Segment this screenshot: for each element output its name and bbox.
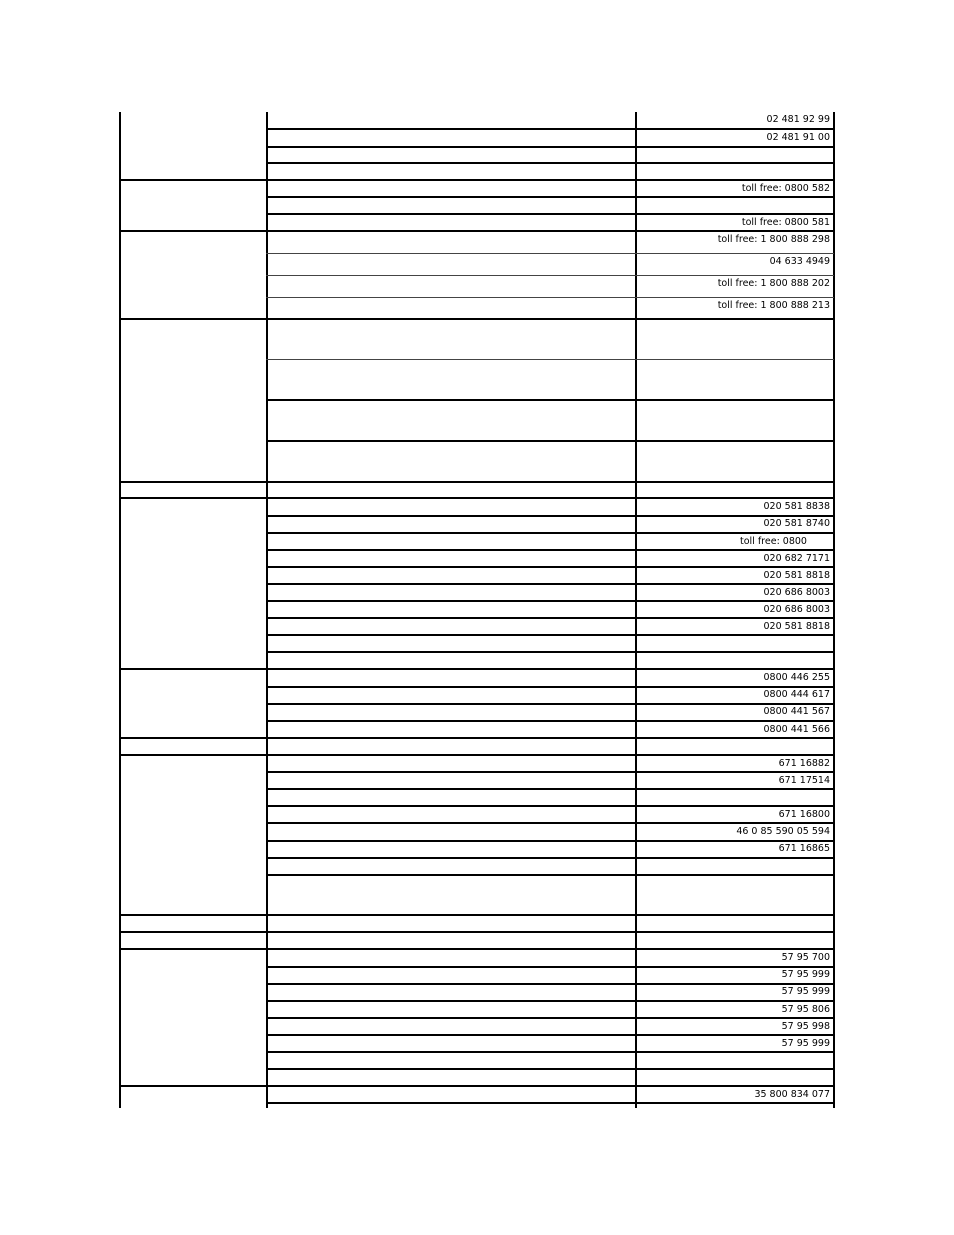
group-divider bbox=[119, 914, 834, 916]
row-divider bbox=[266, 771, 834, 773]
group-divider bbox=[119, 668, 834, 670]
phone-number-cell: 671 16882 bbox=[778, 758, 830, 769]
row-divider bbox=[266, 1000, 834, 1002]
row-divider bbox=[266, 213, 834, 215]
row-divider bbox=[266, 1051, 834, 1053]
phone-number-cell: 0800 444 617 bbox=[763, 689, 830, 700]
phone-number-cell: 57 95 998 bbox=[781, 1021, 830, 1032]
phone-number-cell: 020 581 8740 bbox=[763, 518, 830, 529]
phone-number-cell: toll free: 0800 581 bbox=[741, 217, 830, 228]
row-divider bbox=[266, 1068, 834, 1070]
row-divider bbox=[266, 146, 834, 148]
phone-number-cell: toll free: 0800 582 bbox=[741, 183, 830, 194]
row-divider bbox=[266, 805, 834, 807]
phone-number-cell: 57 95 999 bbox=[781, 986, 830, 997]
group-divider bbox=[119, 318, 834, 320]
row-divider bbox=[266, 966, 834, 968]
row-divider bbox=[266, 617, 834, 619]
row-divider bbox=[266, 583, 834, 585]
phone-number-cell: 35 800 834 077 bbox=[754, 1089, 830, 1100]
phone-number-cell: 0800 441 566 bbox=[763, 724, 830, 735]
row-divider bbox=[266, 359, 834, 360]
column-border-right bbox=[833, 112, 835, 1108]
group-divider bbox=[119, 948, 834, 950]
row-divider bbox=[266, 874, 834, 876]
row-divider bbox=[266, 840, 834, 842]
phone-number-cell: 020 682 7171 bbox=[763, 553, 830, 564]
row-divider bbox=[266, 532, 834, 534]
phone-number-cell: 020 686 8003 bbox=[763, 587, 830, 598]
row-divider bbox=[266, 399, 834, 401]
phone-number-cell: 671 17514 bbox=[778, 775, 830, 786]
phone-number-cell: 04 633 4949 bbox=[769, 256, 830, 267]
phone-number-cell: 57 95 806 bbox=[781, 1004, 830, 1015]
row-divider bbox=[266, 1017, 834, 1019]
row-divider bbox=[266, 196, 834, 198]
row-divider bbox=[266, 440, 834, 442]
phone-number-cell: 0800 441 567 bbox=[763, 706, 830, 717]
group-divider bbox=[119, 481, 834, 483]
phone-number-cell: toll free: 0800 bbox=[740, 536, 807, 547]
row-divider bbox=[266, 720, 834, 722]
row-divider bbox=[266, 788, 834, 790]
row-divider bbox=[266, 1102, 834, 1104]
group-divider bbox=[119, 230, 834, 232]
row-divider bbox=[266, 600, 834, 602]
row-divider bbox=[266, 162, 834, 164]
row-divider bbox=[266, 857, 834, 859]
row-divider bbox=[266, 297, 834, 298]
column-border-left bbox=[119, 112, 121, 1108]
group-divider bbox=[119, 737, 834, 739]
row-divider bbox=[266, 128, 834, 130]
phone-number-cell: 671 16800 bbox=[778, 809, 830, 820]
column-border-1 bbox=[266, 112, 268, 1108]
group-divider bbox=[119, 497, 834, 499]
row-divider bbox=[266, 822, 834, 824]
phone-number-cell: 020 686 8003 bbox=[763, 604, 830, 615]
phone-number-cell: toll free: 1 800 888 202 bbox=[717, 278, 830, 289]
row-divider bbox=[266, 515, 834, 517]
phone-number-cell: 57 95 999 bbox=[781, 969, 830, 980]
phone-number-cell: 46 0 85 590 05 594 bbox=[736, 826, 830, 837]
phone-number-cell: 02 481 92 99 bbox=[766, 114, 830, 125]
group-divider bbox=[119, 1085, 834, 1087]
row-divider bbox=[266, 686, 834, 688]
column-border-2 bbox=[635, 112, 637, 1108]
phone-number-cell: 671 16865 bbox=[778, 843, 830, 854]
row-divider bbox=[266, 275, 834, 276]
row-divider bbox=[266, 549, 834, 551]
group-divider bbox=[119, 931, 834, 933]
phone-number-cell: 57 95 999 bbox=[781, 1038, 830, 1049]
phone-number-cell: 0800 446 255 bbox=[763, 672, 830, 683]
group-divider bbox=[119, 179, 834, 181]
phone-number-cell: 57 95 700 bbox=[781, 952, 830, 963]
row-divider bbox=[266, 983, 834, 985]
phone-number-cell: toll free: 1 800 888 213 bbox=[717, 300, 830, 311]
phone-number-cell: 020 581 8838 bbox=[763, 501, 830, 512]
phone-number-cell: 020 581 8818 bbox=[763, 621, 830, 632]
row-divider bbox=[266, 703, 834, 705]
group-divider bbox=[119, 754, 834, 756]
row-divider bbox=[266, 634, 834, 636]
phone-number-cell: toll free: 1 800 888 298 bbox=[717, 234, 830, 245]
row-divider bbox=[266, 651, 834, 653]
row-divider bbox=[266, 566, 834, 568]
phone-number-cell: 020 581 8818 bbox=[763, 570, 830, 581]
phone-number-cell: 02 481 91 00 bbox=[766, 132, 830, 143]
row-divider bbox=[266, 1034, 834, 1036]
row-divider bbox=[266, 253, 834, 254]
